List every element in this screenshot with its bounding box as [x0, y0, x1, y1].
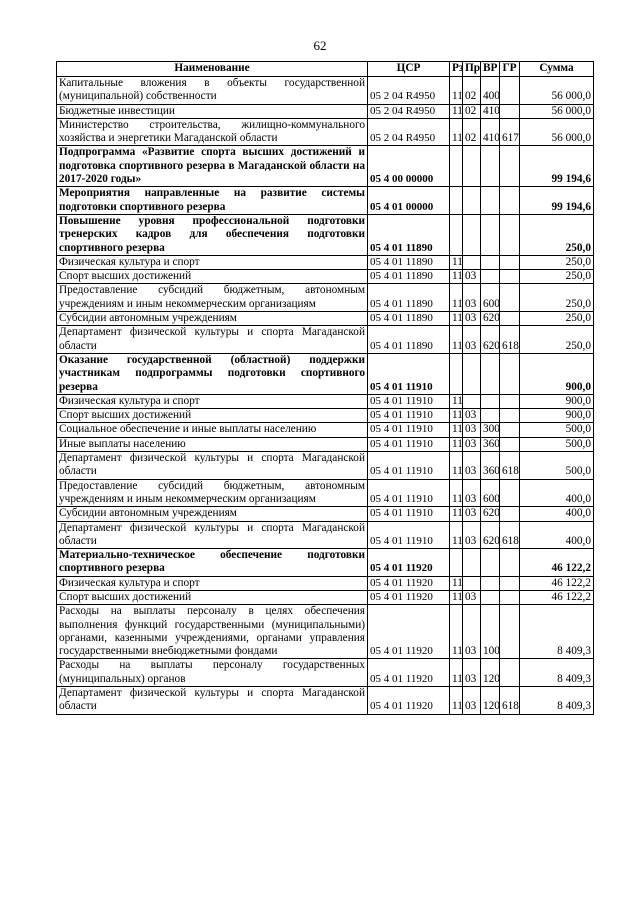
cell-name: Физическая культура и спорт — [57, 576, 368, 590]
cell-csr: 05 4 01 11920 — [368, 549, 450, 577]
cell-rz: 11 — [450, 521, 463, 549]
cell-pr: 03 — [463, 409, 481, 423]
table-row — [57, 104, 594, 118]
cell-vr: 620 — [481, 507, 500, 521]
cell-rz — [450, 549, 463, 577]
header-sum: Сумма — [520, 62, 594, 77]
cell-pr: 03 — [463, 507, 481, 521]
table-row — [57, 270, 594, 284]
table-row — [57, 326, 594, 354]
cell-sum: 56 000,0 — [520, 104, 594, 118]
cell-vr: 100 — [481, 605, 500, 659]
table-row — [57, 549, 594, 577]
cell-rz: 11 — [450, 590, 463, 604]
cell-pr — [463, 394, 481, 408]
table-row — [57, 214, 594, 255]
cell-gr — [500, 394, 520, 408]
header-name: Наименование — [57, 62, 368, 77]
cell-csr: 05 4 01 11920 — [368, 687, 450, 715]
cell-name: Физическая культура и спорт — [57, 394, 368, 408]
cell-sum: 250,0 — [520, 312, 594, 326]
cell-vr — [481, 270, 500, 284]
cell-vr — [481, 353, 500, 394]
cell-vr: 600 — [481, 284, 500, 312]
cell-csr: 05 4 01 11910 — [368, 423, 450, 437]
cell-vr — [481, 549, 500, 577]
cell-name: Субсидии автономным учреждениям — [57, 312, 368, 326]
cell-vr: 600 — [481, 479, 500, 507]
table-row — [57, 255, 594, 269]
cell-name: Повышение уровня профессиональной подготовки тренерских кадров для обеспечения подготовки спортивного резерва — [57, 214, 368, 255]
cell-pr: 03 — [463, 326, 481, 354]
cell-pr: 02 — [463, 104, 481, 118]
cell-vr: 120 — [481, 659, 500, 687]
cell-gr — [500, 284, 520, 312]
cell-sum: 8 409,3 — [520, 687, 594, 715]
cell-vr — [481, 590, 500, 604]
cell-gr — [500, 423, 520, 437]
cell-name: Оказание государственной (областной) поддержки участникам подпрограммы подготовки спортивного резерва — [57, 353, 368, 394]
cell-sum: 250,0 — [520, 214, 594, 255]
cell-pr: 03 — [463, 312, 481, 326]
cell-gr — [500, 605, 520, 659]
cell-rz: 11 — [450, 687, 463, 715]
table-header-row — [57, 62, 594, 77]
cell-pr: 03 — [463, 452, 481, 480]
cell-vr: 400 — [481, 77, 500, 105]
cell-sum: 900,0 — [520, 353, 594, 394]
cell-pr: 03 — [463, 590, 481, 604]
table-row — [57, 437, 594, 451]
cell-pr: 02 — [463, 118, 481, 146]
cell-gr — [500, 479, 520, 507]
cell-sum: 56 000,0 — [520, 77, 594, 105]
cell-gr — [500, 187, 520, 215]
table-row — [57, 605, 594, 659]
cell-name: Спорт высших достижений — [57, 270, 368, 284]
cell-vr — [481, 394, 500, 408]
cell-name: Социальное обеспечение и иные выплаты населению — [57, 423, 368, 437]
cell-rz: 11 — [450, 77, 463, 105]
cell-sum: 250,0 — [520, 326, 594, 354]
cell-csr: 05 4 01 11920 — [368, 659, 450, 687]
cell-gr: 618 — [500, 687, 520, 715]
cell-name: Министерство строительства, жилищно-коммунального хозяйства и энергетики Магаданской области — [57, 118, 368, 146]
cell-pr: 03 — [463, 687, 481, 715]
cell-rz: 11 — [450, 255, 463, 269]
cell-sum: 400,0 — [520, 479, 594, 507]
table-row — [57, 187, 594, 215]
cell-pr: 02 — [463, 77, 481, 105]
table-row — [57, 312, 594, 326]
cell-gr — [500, 507, 520, 521]
cell-csr: 05 4 01 11910 — [368, 353, 450, 394]
cell-rz: 11 — [450, 118, 463, 146]
cell-name: Подпрограмма «Развитие спорта высших достижений и подготовка спортивного резерва в Магаданской области на 2017-2020 годы» — [57, 146, 368, 187]
cell-rz: 11 — [450, 659, 463, 687]
cell-vr: 300 — [481, 423, 500, 437]
cell-vr: 410 — [481, 118, 500, 146]
header-pr: Пр — [463, 62, 481, 77]
cell-rz: 11 — [450, 394, 463, 408]
cell-csr: 05 4 01 11890 — [368, 255, 450, 269]
cell-gr — [500, 353, 520, 394]
header-rz: Рз — [450, 62, 463, 77]
cell-gr — [500, 146, 520, 187]
cell-sum: 99 194,6 — [520, 146, 594, 187]
cell-name: Департамент физической культуры и спорта Магаданской области — [57, 521, 368, 549]
cell-sum: 500,0 — [520, 423, 594, 437]
cell-pr — [463, 146, 481, 187]
table-row — [57, 77, 594, 105]
cell-name: Предоставление субсидий бюджетным, автономным учреждениям и иным некоммерческим организациям — [57, 284, 368, 312]
cell-gr: 618 — [500, 326, 520, 354]
cell-gr — [500, 409, 520, 423]
cell-gr — [500, 104, 520, 118]
cell-rz: 11 — [450, 452, 463, 480]
table-row — [57, 353, 594, 394]
table-row — [57, 409, 594, 423]
cell-sum: 400,0 — [520, 521, 594, 549]
cell-pr: 03 — [463, 284, 481, 312]
header-csr: ЦСР — [368, 62, 450, 77]
cell-sum: 900,0 — [520, 409, 594, 423]
cell-rz — [450, 187, 463, 215]
cell-rz: 11 — [450, 270, 463, 284]
table-row — [57, 479, 594, 507]
cell-gr — [500, 576, 520, 590]
cell-csr: 05 2 04 R4950 — [368, 77, 450, 105]
cell-pr — [463, 576, 481, 590]
cell-sum: 46 122,2 — [520, 590, 594, 604]
cell-rz: 11 — [450, 104, 463, 118]
cell-sum: 250,0 — [520, 255, 594, 269]
cell-csr: 05 4 01 11910 — [368, 452, 450, 480]
cell-pr: 03 — [463, 479, 481, 507]
table-row — [57, 687, 594, 715]
cell-name: Иные выплаты населению — [57, 437, 368, 451]
cell-rz: 11 — [450, 479, 463, 507]
cell-rz — [450, 214, 463, 255]
cell-csr: 05 4 01 00000 — [368, 187, 450, 215]
cell-sum: 46 122,2 — [520, 576, 594, 590]
cell-name: Мероприятия направленные на развитие системы подготовки спортивного резерва — [57, 187, 368, 215]
table-row — [57, 659, 594, 687]
cell-sum: 500,0 — [520, 452, 594, 480]
cell-vr — [481, 187, 500, 215]
cell-sum: 8 409,3 — [520, 605, 594, 659]
cell-pr: 03 — [463, 605, 481, 659]
cell-gr — [500, 312, 520, 326]
table-row — [57, 576, 594, 590]
cell-vr: 620 — [481, 312, 500, 326]
cell-pr — [463, 214, 481, 255]
cell-csr: 05 4 01 11890 — [368, 326, 450, 354]
cell-name: Капитальные вложения в объекты государственной (муниципальной) собственности — [57, 77, 368, 105]
cell-sum: 56 000,0 — [520, 118, 594, 146]
cell-csr: 05 2 04 R4950 — [368, 104, 450, 118]
cell-gr — [500, 214, 520, 255]
cell-name: Расходы на выплаты персоналу государственных (муниципальных) органов — [57, 659, 368, 687]
cell-vr: 360 — [481, 437, 500, 451]
cell-csr: 05 4 01 11920 — [368, 590, 450, 604]
cell-sum: 250,0 — [520, 284, 594, 312]
cell-csr: 05 4 01 11890 — [368, 214, 450, 255]
table-row — [57, 394, 594, 408]
cell-name: Бюджетные инвестиции — [57, 104, 368, 118]
table-row — [57, 118, 594, 146]
cell-gr — [500, 270, 520, 284]
cell-vr: 360 — [481, 452, 500, 480]
cell-vr: 620 — [481, 326, 500, 354]
cell-name: Субсидии автономным учреждениям — [57, 507, 368, 521]
cell-vr — [481, 146, 500, 187]
cell-csr: 05 4 01 11910 — [368, 507, 450, 521]
cell-csr: 05 2 04 R4950 — [368, 118, 450, 146]
cell-rz: 11 — [450, 423, 463, 437]
cell-name: Департамент физической культуры и спорта Магаданской области — [57, 452, 368, 480]
table-row — [57, 590, 594, 604]
cell-name: Департамент физической культуры и спорта Магаданской области — [57, 687, 368, 715]
table-row — [57, 507, 594, 521]
cell-name: Спорт высших достижений — [57, 409, 368, 423]
cell-gr: 617 — [500, 118, 520, 146]
cell-name: Предоставление субсидий бюджетным, автономным учреждениям и иным некоммерческим организациям — [57, 479, 368, 507]
cell-csr: 05 4 01 11910 — [368, 437, 450, 451]
cell-gr: 618 — [500, 521, 520, 549]
cell-rz: 11 — [450, 409, 463, 423]
cell-sum: 900,0 — [520, 394, 594, 408]
cell-gr — [500, 590, 520, 604]
table-row — [57, 146, 594, 187]
cell-csr: 05 4 01 11910 — [368, 521, 450, 549]
cell-gr — [500, 77, 520, 105]
cell-vr — [481, 576, 500, 590]
header-vr: ВР — [481, 62, 500, 77]
cell-rz: 11 — [450, 312, 463, 326]
cell-vr — [481, 214, 500, 255]
cell-csr: 05 4 01 11890 — [368, 284, 450, 312]
cell-name: Расходы на выплаты персоналу в целях обеспечения выполнения функций государственными (муниципальными) органами, казенными учреждениями, органами управления государственными внебюджетными фондами — [57, 605, 368, 659]
cell-sum: 400,0 — [520, 507, 594, 521]
cell-pr — [463, 187, 481, 215]
cell-vr: 120 — [481, 687, 500, 715]
cell-gr — [500, 549, 520, 577]
table-row — [57, 423, 594, 437]
cell-pr — [463, 353, 481, 394]
cell-csr: 05 4 01 11890 — [368, 270, 450, 284]
table-row — [57, 284, 594, 312]
cell-csr: 05 4 00 00000 — [368, 146, 450, 187]
cell-pr — [463, 549, 481, 577]
cell-pr: 03 — [463, 437, 481, 451]
cell-name: Материально-техническое обеспечение подготовки спортивного резерва — [57, 549, 368, 577]
cell-rz: 11 — [450, 437, 463, 451]
budget-table — [56, 61, 594, 715]
cell-rz: 11 — [450, 326, 463, 354]
cell-csr: 05 4 01 11910 — [368, 394, 450, 408]
cell-csr: 05 4 01 11910 — [368, 409, 450, 423]
cell-gr — [500, 437, 520, 451]
cell-sum: 8 409,3 — [520, 659, 594, 687]
cell-gr: 618 — [500, 452, 520, 480]
cell-name: Спорт высших достижений — [57, 590, 368, 604]
cell-gr — [500, 255, 520, 269]
table-row — [57, 521, 594, 549]
cell-gr — [500, 659, 520, 687]
cell-pr: 03 — [463, 659, 481, 687]
cell-rz: 11 — [450, 284, 463, 312]
cell-rz: 11 — [450, 576, 463, 590]
table-row — [57, 452, 594, 480]
cell-sum: 500,0 — [520, 437, 594, 451]
cell-csr: 05 4 01 11920 — [368, 605, 450, 659]
cell-vr — [481, 409, 500, 423]
cell-pr — [463, 255, 481, 269]
cell-pr: 03 — [463, 270, 481, 284]
cell-sum: 99 194,6 — [520, 187, 594, 215]
cell-vr: 620 — [481, 521, 500, 549]
cell-sum: 46 122,2 — [520, 549, 594, 577]
cell-pr: 03 — [463, 423, 481, 437]
cell-name: Департамент физической культуры и спорта Магаданской области — [57, 326, 368, 354]
cell-csr: 05 4 01 11920 — [368, 576, 450, 590]
cell-pr: 03 — [463, 521, 481, 549]
cell-rz: 11 — [450, 605, 463, 659]
header-gr: ГР — [500, 62, 520, 77]
cell-vr — [481, 255, 500, 269]
cell-rz: 11 — [450, 507, 463, 521]
cell-sum: 250,0 — [520, 270, 594, 284]
cell-csr: 05 4 01 11910 — [368, 479, 450, 507]
cell-rz — [450, 146, 463, 187]
page-number: 62 — [313, 38, 327, 53]
cell-rz — [450, 353, 463, 394]
cell-vr: 410 — [481, 104, 500, 118]
cell-csr: 05 4 01 11890 — [368, 312, 450, 326]
cell-name: Физическая культура и спорт — [57, 255, 368, 269]
